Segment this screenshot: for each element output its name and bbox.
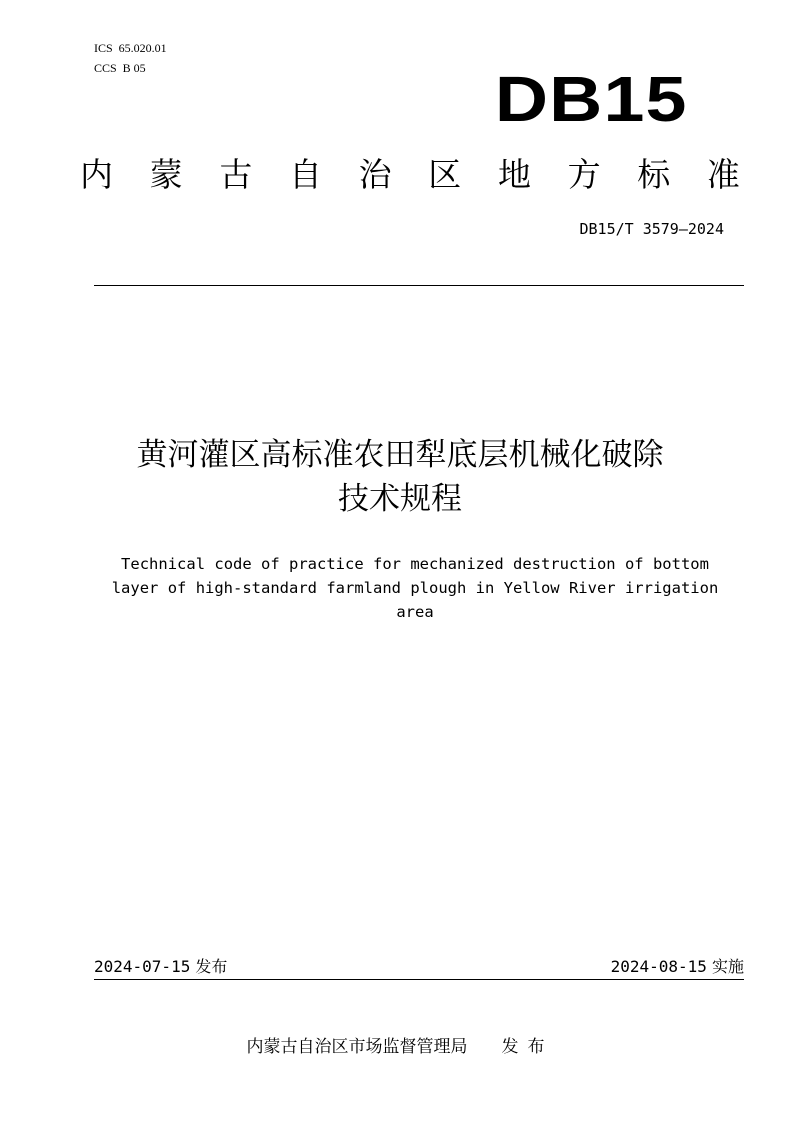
standard-class-char: 准 (706, 155, 740, 194)
top-divider (94, 285, 744, 286)
implement-label: 实施 (711, 957, 744, 976)
implement-date: 2024-08-15 (610, 957, 707, 976)
standard-code: DB15/T 3579—2024 (579, 220, 724, 238)
issuer-action: 发布 (501, 1037, 554, 1057)
standard-class-char: 治 (358, 155, 392, 194)
standard-class-char: 自 (288, 155, 322, 194)
standard-class-title (80, 150, 740, 200)
release-label: 发布 (195, 957, 228, 976)
release-date-block (94, 955, 227, 979)
issuer-name: 内蒙古自治区市场监督管理局 (246, 1037, 468, 1057)
standard-class-char: 方 (567, 155, 601, 194)
standard-class-char: 蒙 (149, 155, 183, 194)
classification-codes (94, 38, 167, 78)
issuer-line (0, 1034, 800, 1060)
ics-code: ICS 65.020.01 (94, 41, 167, 55)
release-date: 2024-07-15 (94, 957, 191, 976)
chinese-title (0, 433, 800, 521)
date-row (94, 955, 744, 979)
bottom-divider (94, 979, 744, 980)
implement-date-block (611, 955, 744, 979)
chinese-title-line-1: 黄河灌区高标准农田犁底层机械化破除 (136, 437, 664, 473)
standard-class-char: 地 (497, 155, 531, 194)
standard-class-char: 古 (219, 155, 253, 194)
standard-class-char: 标 (637, 155, 671, 194)
standard-class-char: 内 (80, 155, 113, 194)
ccs-code: CCS B 05 (94, 61, 146, 75)
db15-logo: DB15 (495, 63, 688, 135)
standard-class-char: 区 (428, 155, 462, 194)
chinese-title-line-2: 技术规程 (338, 481, 462, 517)
english-title: Technical code of practice for mechanized destruction of bottom layer of high-standard farmland plough in Yellow River irrigation area (111, 555, 719, 621)
